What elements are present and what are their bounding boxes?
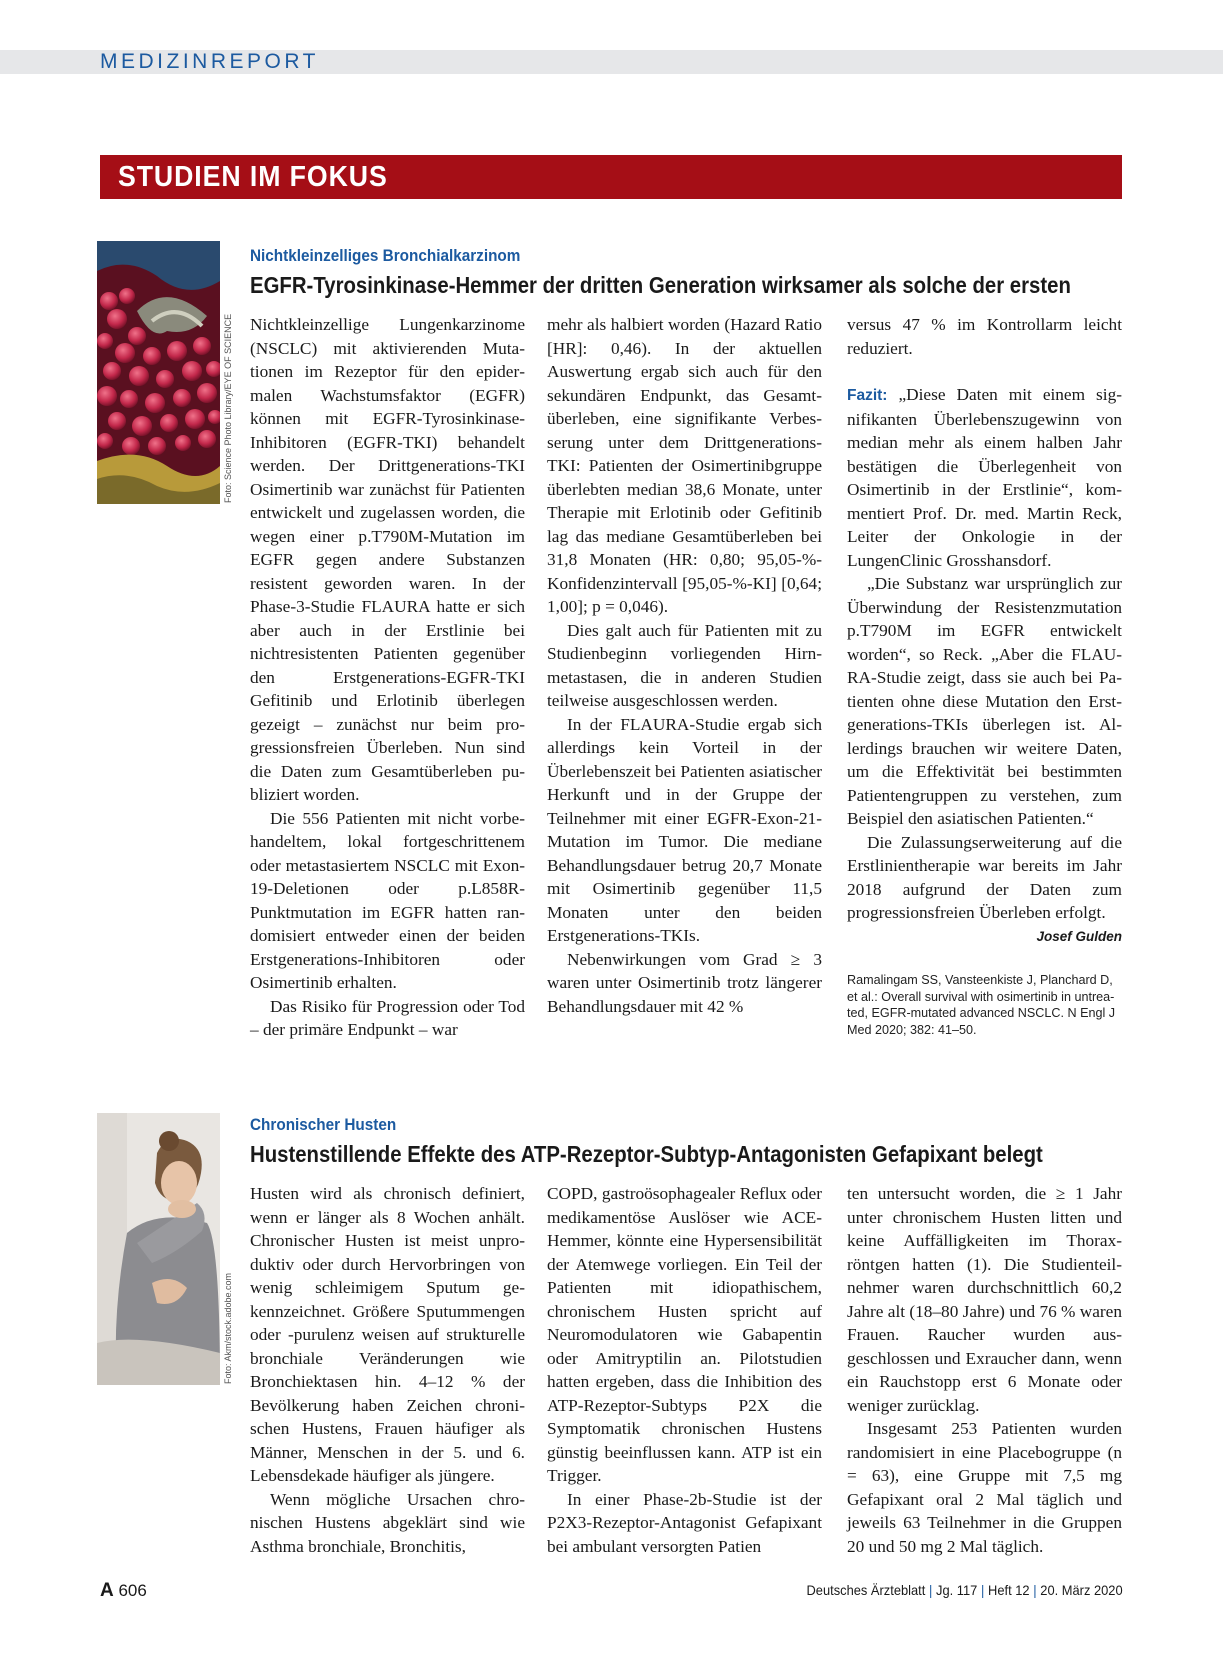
article1-column-2 [547,313,822,1018]
photo-credit: Foto: Akm/stock.adobe.com [223,1272,233,1384]
separator: | [929,1582,933,1598]
photo-credit: Foto: Science Photo Library/EYE OF SCIENCE [223,313,233,503]
paragraph: In der FLAURA-Studie ergab sich allerdings kein Vorteil in der Überlebenszeit bei Patienten asiatischer Herkunft und in der Gruppe der Teilnehmer mit einer EGFR-Exon-21-Mutation im Tumor. Die mediane Behandlungsdauer betrug 20,7 Monate mit Osimertinib gegenüber 11,5 Monaten unter den beiden Erstgenerations-TKIs. [547,714,822,945]
journal-issue: Heft 12 [988,1582,1030,1598]
paragraph: COPD, gastroösophagealer Reflux oder medikamentöse Auslöser wie ACE-Hemmer, könnte eine Hypersensibilität der Atemwege vorliegen. Ein Teil der Patienten mit idiopathischem, chronischem Husten spricht auf Neuromodulatoren wie Gabapentin oder Amitryptilin an. Pilotstudien hatten ergeben, dass die Inhibition des ATP-Rezeptor-Subtyps P2X die Symptomatik chronischen Hustens günstig beeinflussen kann. ATP ist ein Trigger. [547,1184,822,1485]
author-name: Josef Gulden [1036,928,1122,944]
page-number-value: 606 [118,1581,147,1600]
article1-reference: Ramalingam SS, Vansteenkiste J, Planchard D, et al.: Overall survival with osimertinib in untreated, EGFR-mutated advanced NSCLC. N Engl J Med 2020; 382: 41–50. [847,973,1116,1037]
micrograph-photo [97,241,220,504]
page-letter: A [100,1580,114,1601]
fazit-text: „Diese Daten mit einem signifikanten Überlebenszugewinn von median mehr als einem halben Jahr bestätigen die Überlegenheit von Osimertinib in der Erstlinie“, kommentiert Prof. Dr. med. Martin Reck, Leiter der Onkologie in der LungenClinic Grosshansdorf. [847,385,1122,570]
banner-title: STUDIEN IM FOKUS [118,161,388,193]
paragraph: „Die Substanz war ursprünglich zur Überwindung der Resistenzmutation p.T790M im EGFR entwickelt worden“, so Reck. „Aber die FLAURA-Studie zeigt, dass sie auch bei Patienten ohne diese Mutation den Erstgenerations-TKIs überlegen ist. Allerdings brauchen wir weitere Daten, um die Effektivität bei bestimmten Patientengruppen zu verstehen, zum Beispiel den asiatischen Patienten.“ [847,574,1122,828]
article2-kicker: Chronischer Husten [250,1115,397,1134]
section-banner [100,155,1122,199]
section-label: MEDIZINREPORT [100,50,319,73]
paragraph: Die 556 Patienten mit nicht vorbehandeltem, lokal fortgeschrittenem oder metastasiertem NSCLC mit Exon-19-Deletionen oder p.L858R-Punktmutation im EGFR hatten randomisiert entweder einen der beiden Erstgenerations-Inhibitoren oder Osimertinib erhalten. [250,808,525,992]
journal-date: 20. März 2020 [1040,1582,1123,1598]
paragraph: Dies galt auch für Patienten mit zu Studienbeginn vorliegenden Hirnmetastasen, die in anderen Studien teilweise ausgeschlossen werden. [547,620,822,710]
article1-kicker: Nichtkleinzelliges Bronchialkarzinom [250,246,521,265]
page-number [100,1580,147,1602]
paragraph: Nebenwirkungen vom Grad ≥ 3 waren unter Osimertinib trotz längerer Behandlungsdauer mit 42 % [547,949,822,1016]
paragraph: In einer Phase-2b-Studie ist der P2X3-Rezeptor-Antagonist Gefapixant bei ambulant versorgten Patien [547,1489,822,1556]
paragraph: Das Risiko für Progression oder Tod – der primäre Endpunkt – war [250,996,525,1039]
separator: | [981,1582,985,1598]
coughing-woman-photo [97,1113,220,1385]
paragraph-with-author [847,831,1122,944]
paragraph: Nichtkleinzellige Lungenkarzinome (NSCLC) mit aktivierenden Mutationen im Rezeptor für den epidermalen Wachstumsfaktor (EGFR) können mit EGFR-Tyrosinkinase-Inhibitoren (EGFR-TKI) behandelt werden. Der Drittgenerations-TKI Osimertinib war zunächst für Patienten entwickelt und zugelassen worden, die wegen einer p.T790M-Mutation im EGFR gegen andere Substanzen resistent geworden waren. In der Phase-3-Studie FLAURA hatte er sich aber auch in der Erstlinie bei nichtresistenten Patienten gegenüber den Erstgenerations-EGFR-TKI Gefitinib und Erlotinib überlegen gezeigt – zunächst nur beim progressionsfreien Überleben. Nun sind die Daten zum Gesamtüberleben publiziert worden. [250,315,525,804]
article2-column-2 [547,1182,822,1558]
article1-headline: EGFR-Tyrosinkinase-Hemmer der dritten Generation wirksamer als solche der ersten [250,272,1071,298]
article2-headline: Hustenstillende Effekte des ATP-Rezeptor-Subtyp-Antagonisten Gefapixant belegt [250,1141,1043,1167]
footer-journal-info [807,1582,1123,1598]
paragraph: Insgesamt 253 Patienten wurden randomisiert in eine Placebogruppe (n = 63), eine Gruppe mit 7,5 mg Gefapixant oral 2 Mal täglich und jeweils 63 Teilnehmer in die Gruppen 20 und 50 mg 2 Mal täglich. [847,1419,1122,1556]
paragraph: mehr als halbiert worden (Hazard Ratio [HR]: 0,46). In der aktuellen Auswertung ergab sich auch für den sekundären Endpunkt, das Gesamtüberleben, eine signifikante Verbesserung unter dem Drittgenerations-TKI: Patienten der Osimertinibgruppe überlebten median 38,6 Monate, unter Therapie mit Erlotinib oder Gefitinib lag das mediane Gesamtüberleben bei 31,8 Monaten (HR: 0,80; 95,05-%-Konfidenzintervall [95,05-%-KI] [0,64; 1,00]; p = 0,046). [547,315,822,616]
separator: | [1033,1582,1037,1598]
paragraph: ten untersucht worden, die ≥ 1 Jahr unter chronischem Husten litten und keine Auffälligkeiten im Thoraxröntgen hatten (1). Die Studienteilnehmer waren durchschnittlich 60,2 Jahre alt (18–80 Jahre) und 76 % waren Frauen. Raucher wurden ausgeschlossen und Exraucher dann, wenn ein Rauchstopp erst 6 Monate oder weniger zurücklag. [847,1184,1122,1415]
paragraph: Wenn mögliche Ursachen chronischen Hustens abgeklärt sind wie Asthma bronchiale, Bronchitis, [250,1489,525,1556]
journal-name: Deutsches Ärzteblatt [806,1582,926,1598]
paragraph: versus 47 % im Kontrollarm leicht reduziert. [847,315,1122,358]
fazit-label: Fazit: [847,387,888,404]
fazit-paragraph [847,383,1122,572]
article2-column-3 [847,1182,1122,1558]
article2-column-1 [250,1182,525,1558]
article1-column-3 [847,313,1122,948]
article1-column-1 [250,313,525,1042]
paragraph-text: Die Zulassungserweiterung auf die Erstlinientherapie war bereits im Jahr 2018 aufgrund der Daten zum progressionsfreien Überleben erfolgt. [847,832,1122,922]
journal-volume: Jg. 117 [936,1582,978,1598]
paragraph: Husten wird als chronisch definiert, wenn er länger als 8 Wochen anhält. Chronischer Husten ist meist unproduktiv oder durch Hervorbringen von wenig schleimigem Sputum gekennzeichnet. Größere Sputummengen oder -purulenz weisen auf strukturelle bronchiale Veränderungen wie Bronchiektasen hin. 4–12 % der Bevölkerung haben Zeichen chronischen Hustens, Frauen häufiger als Männer, Menschen in der 5. und 6. Lebensdekade häufiger als jüngere. [250,1184,525,1485]
